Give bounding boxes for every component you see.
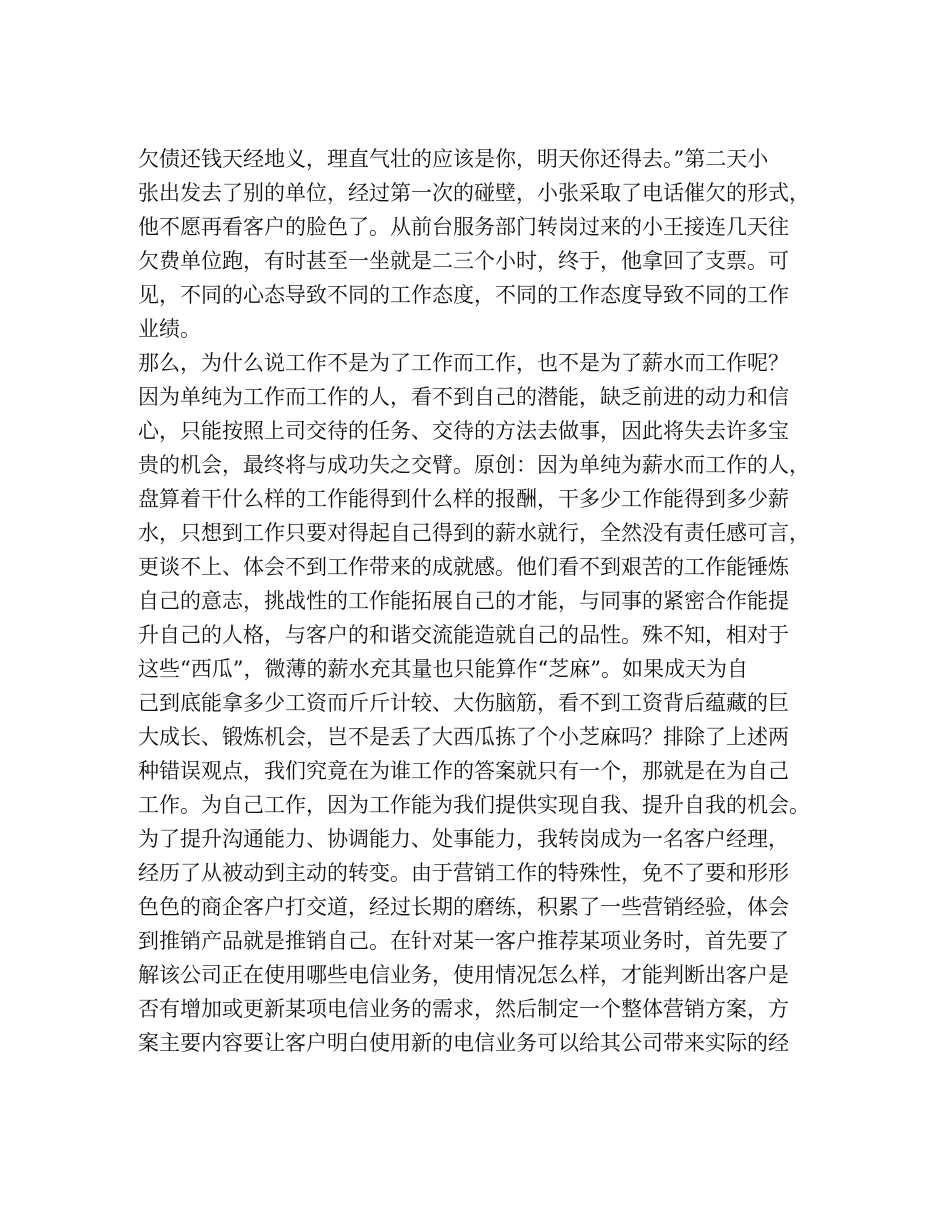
text-line: 欠债还钱天经地义，理直气壮的应该是你，明天你还得去。”第二天小 xyxy=(138,147,769,171)
text-line: 己到底能拿多少工资而斤斤计较、大伤脑筋，看不到工资背后蕴藏的巨 xyxy=(138,691,789,715)
text-line: 他不愿再看客户的脸色了。从前台服务部门转岗过来的小王接连几天往 xyxy=(138,215,789,239)
text-line: 业绩。 xyxy=(138,317,201,341)
text-line: 否有增加或更新某项电信业务的需求，然后制定一个整体营销方案，方 xyxy=(138,997,789,1021)
body-text xyxy=(138,142,838,1060)
text-line: 种错误观点，我们究竟在为谁工作的答案就只有一个，那就是在为自己 xyxy=(138,759,789,783)
text-line: 升自己的人格，与客户的和谐交流能造就自己的品性。殊不知，相对于 xyxy=(138,623,789,647)
text-line: 为了提升沟通能力、协调能力、处事能力，我转岗成为一名客户经理， xyxy=(138,827,789,851)
text-line: 因为单纯为工作而工作的人，看不到自己的潜能，缺乏前进的动力和信 xyxy=(138,385,789,409)
text-line: 盘算着干什么样的工作能得到什么样的报酬，干多少工作能得到多少薪 xyxy=(138,487,789,511)
text-line: 心，只能按照上司交待的任务、交待的方法去做事，因此将失去许多宝 xyxy=(138,419,789,443)
text-line: 到推销产品就是推销自己。在针对某一客户推荐某项业务时，首先要了 xyxy=(138,929,789,953)
text-line: 自己的意志，挑战性的工作能拓展自己的才能，与同事的紧密合作能提 xyxy=(138,589,789,613)
text-line: 经历了从被动到主动的转变。由于营销工作的特殊性，免不了要和形形 xyxy=(138,861,789,885)
text-line: 大成长、锻炼机会，岂不是丢了大西瓜拣了个小芝麻吗？排除了上述两 xyxy=(138,725,789,749)
text-line: 工作。为自己工作，因为工作能为我们提供实现自我、提升自我的机会。 xyxy=(138,793,810,817)
text-line: 水，只想到工作只要对得起自己得到的薪水就行，全然没有责任感可言， xyxy=(138,521,810,545)
text-line: 案主要内容要让客户明白使用新的电信业务可以给其公司带来实际的经 xyxy=(138,1031,789,1055)
text-line: 这些“西瓜”，微薄的薪水充其量也只能算作“芝麻”。如果成天为自 xyxy=(138,657,748,681)
text-line: 贵的机会，最终将与成功失之交臂。原创：因为单纯为薪水而工作的人， xyxy=(138,453,810,477)
text-line: 解该公司正在使用哪些电信业务，使用情况怎么样，才能判断出客户是 xyxy=(138,963,789,987)
text-line: 更谈不上、体会不到工作带来的成就感。他们看不到艰苦的工作能锤炼 xyxy=(138,555,789,579)
text-line: 见，不同的心态导致不同的工作态度，不同的工作态度导致不同的工作 xyxy=(138,283,789,307)
text-line: 欠费单位跑，有时甚至一坐就是二三个小时，终于，他拿回了支票。可 xyxy=(138,249,789,273)
text-line: 那么，为什么说工作不是为了工作而工作，也不是为了薪水而工作呢？ xyxy=(138,351,789,375)
text-line: 张出发去了别的单位，经过第一次的碰壁，小张采取了电话催欠的形式， xyxy=(138,181,810,205)
text-line: 色色的商企客户打交道，经过长期的磨练，积累了一些营销经验，体会 xyxy=(138,895,789,919)
